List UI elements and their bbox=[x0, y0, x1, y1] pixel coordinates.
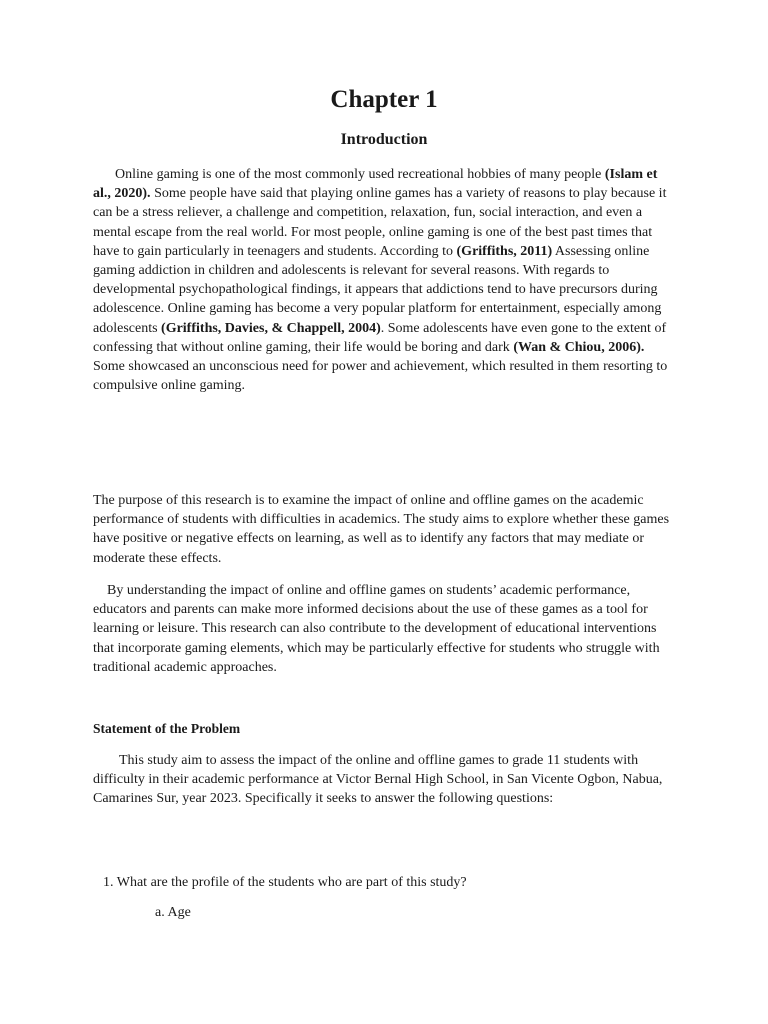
list-number: 1. bbox=[103, 875, 114, 890]
introduction-heading: Introduction bbox=[340, 131, 428, 148]
paragraph-text: Some people have said that playing online games has a variety of reasons to play because it can be a stress reliever, a challenge and competition, relaxation, fun, social interaction, and even a mental escape from the real world. For most people, online gaming is one of the best past times that have to gain particularly in teenagers and students. According to bbox=[93, 186, 667, 259]
statement-of-problem-heading: Statement of the Problem bbox=[93, 721, 241, 736]
citation: (Wan & Chiou, 2006). bbox=[513, 339, 645, 355]
sub-list-letter: a. bbox=[155, 905, 165, 920]
citation: (Islam et al., 2020). bbox=[93, 167, 658, 202]
statement-paragraph: This study aim to assess the impact of the online and offline games to grade 11 students with difficulty in their academic performance at Victor Bernal High School, in San Vicente Ogbon, Nabua, Camarines Sur, year 2023. Specifically it seeks to answer the following questions: bbox=[93, 753, 663, 807]
citation: (Griffiths, Davies, & Chappell, 2004) bbox=[161, 320, 381, 336]
significance-paragraph: By understanding the impact of online and offline games on students’ academic performance, educators and parents can make more informed decisions about the use of these games as a tool for learning or leisure. This research can also contribute to the development of educational interventions that incorporate gaming elements, which may be particularly effective for students who struggle with traditional academic approaches. bbox=[93, 583, 660, 675]
citation: (Griffiths, 2011) bbox=[456, 243, 553, 259]
paragraph-text: Some showcased an unconscious need for power and achievement, which resulted in them resorting to compulsive online gaming. bbox=[93, 359, 668, 394]
paragraph-text: Online gaming is one of the most commonly used recreational hobbies of many people bbox=[115, 167, 605, 182]
paragraph-text: Assessing online gaming addiction in children and adolescents is relevant for several reasons. With regards to developmental psychopathological findings, it appears that addictions tend to have precursors during adolescence. Online gaming has become a very popular platform for entertainment, especially among adolescents bbox=[93, 243, 662, 336]
sub-list-item bbox=[155, 903, 191, 922]
paragraph-text: . Some adolescents have even gone to the extent of confessing that without online gaming, their life would be boring and dark bbox=[93, 320, 667, 355]
list-item-text: What are the profile of the students who are part of this study? bbox=[116, 875, 467, 890]
sub-list-text: Age bbox=[167, 905, 191, 920]
list-item bbox=[103, 873, 663, 892]
introduction-paragraph bbox=[93, 165, 677, 395]
purpose-paragraph: The purpose of this research is to examine the impact of online and offline games on the academic performance of students with difficulties in academics. The study aims to explore whether these games have positive or negative effects on learning, as well as to identify any factors that may mediate or moderate these effects. bbox=[93, 493, 670, 566]
chapter-title: Chapter 1 bbox=[330, 86, 438, 113]
